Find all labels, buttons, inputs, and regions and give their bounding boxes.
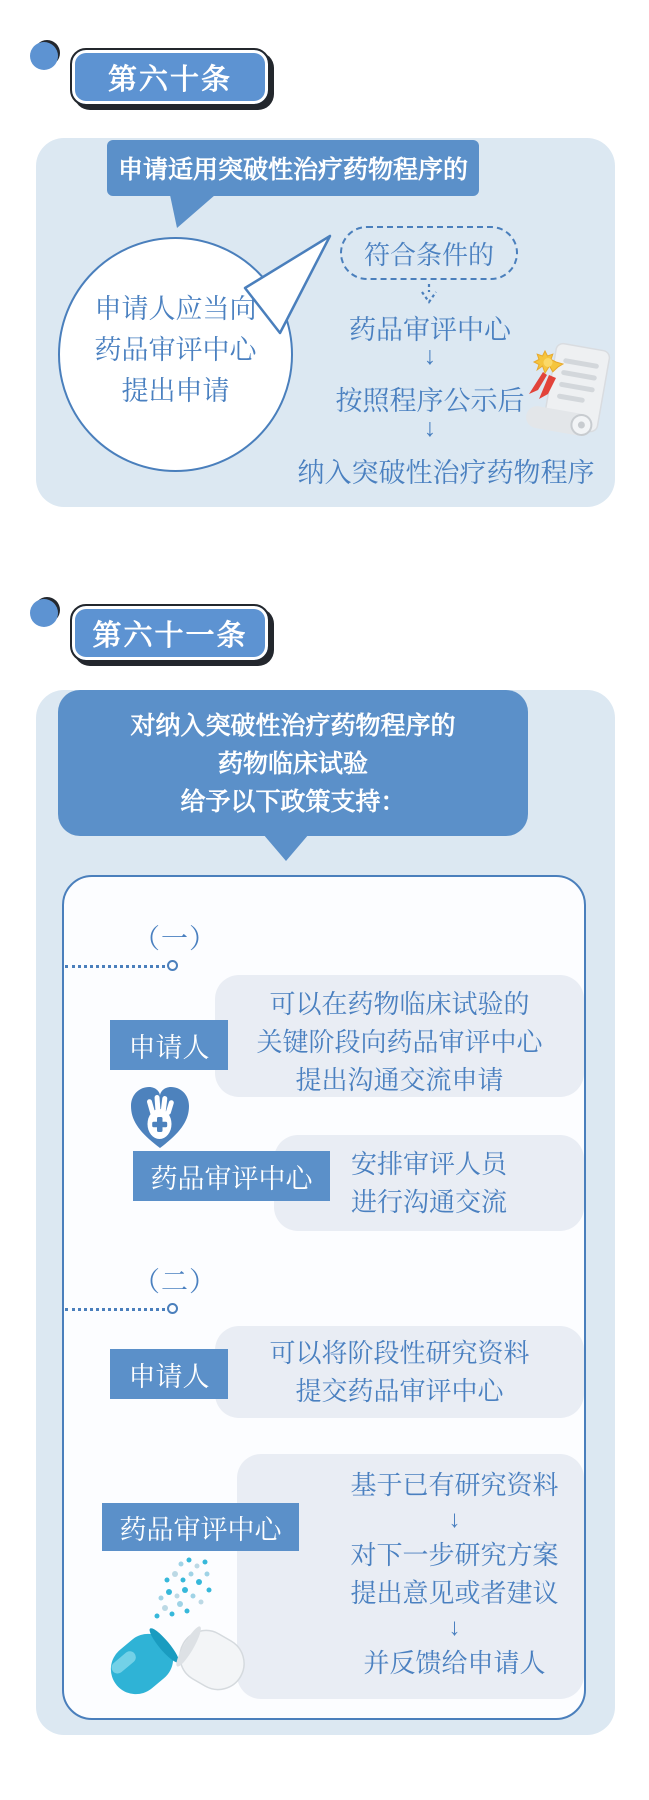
dotted-divider xyxy=(65,965,165,968)
policy-box xyxy=(62,875,586,1720)
speech-tail-down-icon xyxy=(165,195,225,231)
speech-line: 药品审评中心 xyxy=(94,335,257,365)
bubble-line: 基于已有研究资料 xyxy=(350,1470,559,1500)
speech-line: 申请人应当向 xyxy=(94,294,257,324)
dotted-divider-end xyxy=(167,960,178,971)
speech-tail-down-icon xyxy=(262,834,310,864)
bubble-line: 提出意见或者建议 xyxy=(350,1578,559,1608)
header-line: 药物临床试验 xyxy=(217,750,368,778)
applicant-bubble-1 xyxy=(215,975,584,1097)
header-line: 给予以下政策支持： xyxy=(180,788,406,816)
flow-step: 纳入突破性治疗药物程序 xyxy=(297,458,595,488)
article-61-header xyxy=(58,690,528,836)
section-dot-icon xyxy=(30,42,58,70)
bubble-line: 可以将阶段性研究资料 xyxy=(269,1338,530,1368)
certificate-scroll-icon xyxy=(523,342,613,447)
cde-bubble-2 xyxy=(237,1454,584,1699)
article-61-badge: 第六十一条 xyxy=(70,604,270,662)
article-60-header: 申请适用突破性治疗药物程序的 xyxy=(107,140,479,196)
heart-in-hand-icon xyxy=(128,1084,192,1152)
bubble-line: 进行沟通交流 xyxy=(350,1187,507,1217)
applicant-label-2: 申请人 xyxy=(110,1349,228,1399)
flow-step: 按照程序公示后 xyxy=(335,386,525,416)
cde-label-1: 药品审评中心 xyxy=(133,1151,330,1201)
condition-pill: 符合条件的 xyxy=(340,226,518,280)
dashed-arrow-down-icon xyxy=(417,283,441,305)
header-line: 对纳入突破性治疗药物程序的 xyxy=(130,712,456,740)
arrow-down: ↓ xyxy=(423,342,437,370)
arrow-down: ↓ xyxy=(448,1506,461,1533)
bubble-line: 提交药品审评中心 xyxy=(295,1376,504,1406)
bubble-line: 可以在药物临床试验的 xyxy=(269,989,530,1019)
applicant-bubble-2 xyxy=(215,1326,584,1418)
dotted-divider xyxy=(65,1308,165,1311)
arrow-down: ↓ xyxy=(448,1614,461,1641)
bubble-line: 对下一步研究方案 xyxy=(350,1540,559,1570)
open-capsule-icon xyxy=(97,1554,257,1704)
dotted-divider-end xyxy=(167,1303,178,1314)
arrow-down: ↓ xyxy=(423,414,437,442)
article-61-card xyxy=(36,690,615,1735)
bubble-line: 提出沟通交流申请 xyxy=(295,1065,504,1095)
section-dot-icon xyxy=(30,599,58,627)
cde-label-2: 药品审评中心 xyxy=(102,1503,299,1551)
bubble-line: 并反馈给申请人 xyxy=(363,1648,546,1678)
applicant-label-1: 申请人 xyxy=(110,1020,228,1070)
article-60-badge: 第六十条 xyxy=(70,48,270,106)
speech-line: 提出申请 xyxy=(121,376,230,406)
article-60-card xyxy=(36,138,615,507)
bubble-line: 安排审评人员 xyxy=(350,1149,507,1179)
bubble-line: 关键阶段向药品审评中心 xyxy=(256,1027,543,1057)
item-1-index: （一） xyxy=(133,924,217,954)
item-2-index: （二） xyxy=(133,1267,217,1297)
flow-step: 药品审评中心 xyxy=(349,315,511,345)
